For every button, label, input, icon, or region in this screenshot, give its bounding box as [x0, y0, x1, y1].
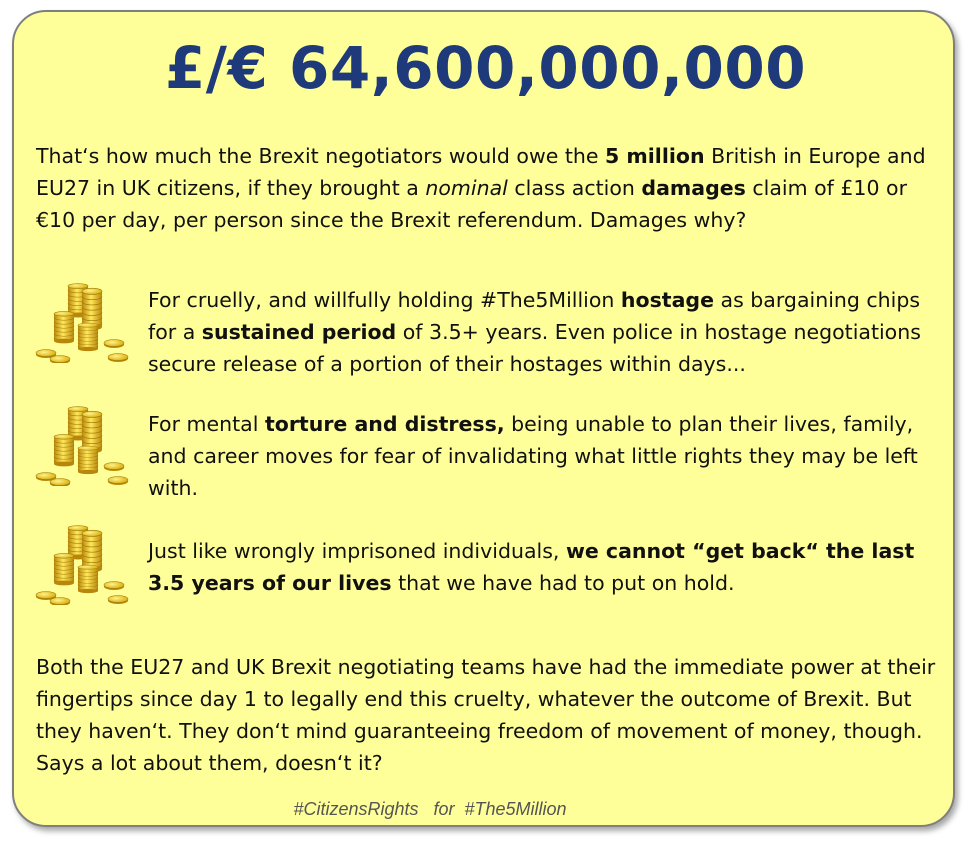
intro-paragraph: That‘s how much the Brexit negotiators would owe the 5 million British in Europe and EU27 in UK citizens, if they brought a nominal class action damages claim of £10 or €10 per day, per person since the Brexit referendum. Damages why?	[36, 144, 926, 232]
bullet-imprisoned: Just like wrongly imprisoned individuals, we cannot “get back“ the last 3.5 years of our lives that we have had to put on hold.	[148, 539, 915, 595]
hashtag-footer: #CitizensRights for #The5Million	[293, 799, 567, 819]
coins-icon	[30, 283, 130, 363]
coins-icon	[30, 406, 130, 486]
coins-icon	[30, 525, 130, 605]
bullet-hostage: For cruelly, and willfully holding #The5Million hostage as bargaining chips for a sustained period of 3.5+ years. Even police in hostage negotiations secure release of a portion of their hostages within days...	[148, 288, 921, 376]
outro-paragraph: Both the EU27 and UK Brexit negotiating teams have had the immediate power at their fingertips since day 1 to legally end this cruelty, whatever the outcome of Brexit. But they haven‘t. They don‘t mind guaranteeing freedom of movement of money, though. Says a lot about them, doesn‘t it?	[36, 655, 936, 775]
bullet-torture: For mental torture and distress, being unable to plan their lives, family, and career moves for fear of invalidating what little rights they may be left with.	[148, 412, 918, 500]
headline-amount: £/€ 64,600,000,000	[164, 34, 807, 102]
